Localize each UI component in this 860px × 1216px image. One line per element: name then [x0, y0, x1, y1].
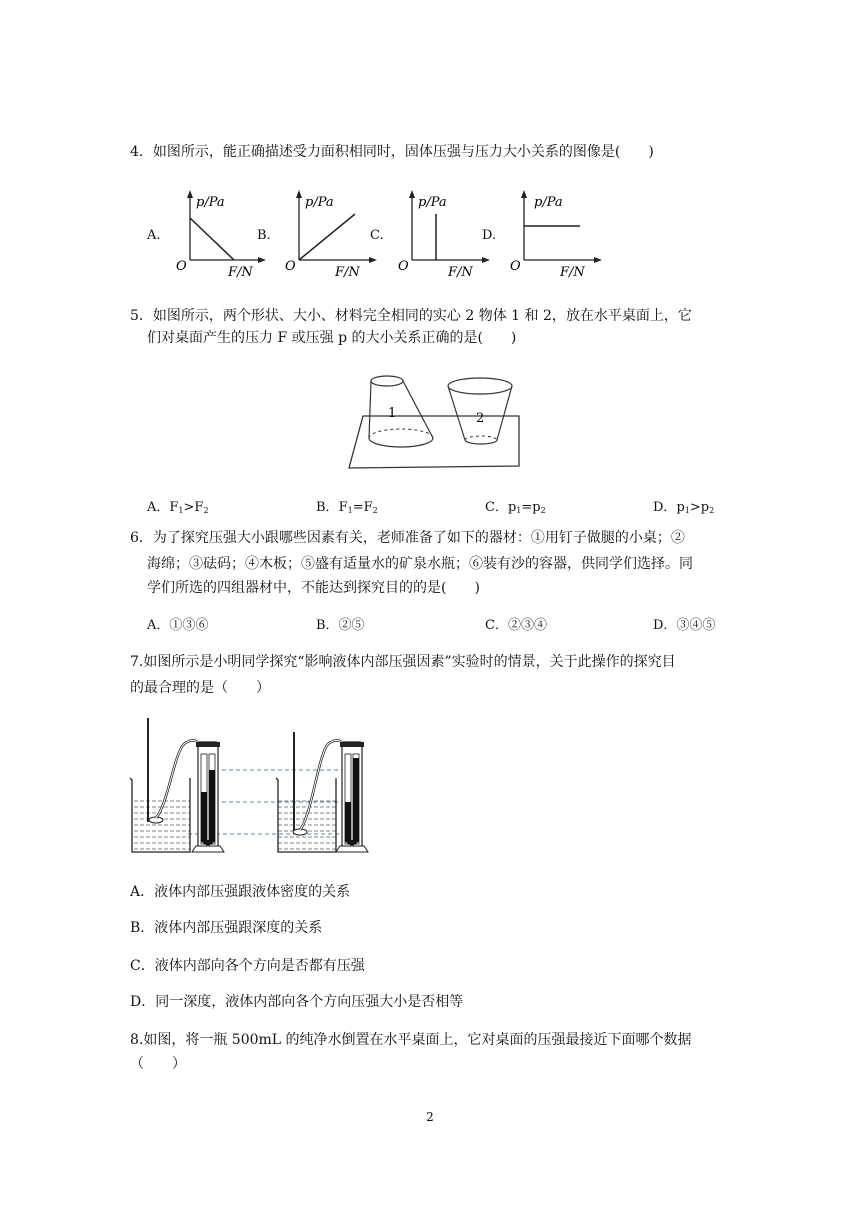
svg-text:p/Pa: p/Pa — [196, 195, 225, 210]
q7-stem-line2: 的最合理的是（ ） — [130, 680, 270, 696]
svg-text:O: O — [510, 259, 521, 274]
q7-stem-line1: 7.如图所示是小明同学探究“影响液体内部压强因素”实验时的情景，关于此操作的探究目 — [130, 654, 676, 670]
q6-option-d: D．③④⑤ — [653, 618, 716, 633]
q6-stem-line1: 6．为了探究压强大小跟哪些因素有关，老师准备了如下的器材：①用钉子做腿的小桌；② — [130, 530, 685, 546]
q5-option-d: D．$p_1>p_2$ — [653, 500, 715, 515]
svg-text:p/Pa: p/Pa — [305, 195, 334, 210]
svg-text:O: O — [398, 259, 409, 274]
q4-graph-b — [283, 188, 383, 278]
svg-text:O: O — [285, 259, 296, 274]
q5-option-a: A．$F_1>F_2$ — [147, 500, 209, 515]
svg-text:2: 2 — [476, 411, 485, 426]
q4-graph-d — [508, 188, 608, 278]
q8-stem-line1: 8.如图，将一瓶 500mL 的纯净水倒置在水平桌面上，它对桌面的压强最接近下面哪个数据 — [130, 1032, 692, 1048]
q7-option-b: B．液体内部压强跟深度的关系 — [130, 920, 323, 936]
q5-stem-line1: 5．如图所示，两个形状、大小、材料完全相同的实心 2 物体 1 和 2，放在水平桌面上，它 — [130, 308, 692, 324]
svg-text:1: 1 — [388, 406, 397, 421]
q5-option-b: B．$F_1=F_2$ — [316, 500, 378, 515]
q4-option-b-label: B. — [257, 228, 271, 243]
q7-option-d: D．同一深度，液体内部向各个方向压强大小是否相等 — [130, 994, 464, 1010]
q4-option-c-label: C. — [370, 228, 384, 243]
q6-option-c: C．②③④ — [485, 618, 547, 633]
q4-graph-a — [170, 188, 270, 278]
q4-stem: 4．如图所示，能正确描述受力面积相同时，固体压强与压力大小关系的图像是( ) — [130, 144, 654, 160]
q8-stem-line2: （ ） — [130, 1056, 186, 1072]
svg-text:F/N: F/N — [335, 265, 360, 278]
svg-text:F/N: F/N — [228, 265, 253, 278]
q4-option-a-label: A. — [147, 228, 161, 243]
q6-stem-line3: 学们所选的四组器材中，不能达到探究目的的是( ) — [147, 580, 480, 596]
q6-stem-line2: 海绵；③砝码；④木板；⑤盛有适量水的矿泉水瓶；⑥装有沙的容器，供同学们选择。同 — [147, 556, 693, 572]
q4-graph-c — [396, 188, 496, 278]
q6-option-b: B．②⑤ — [316, 618, 365, 633]
q7-figure — [128, 714, 378, 860]
q6-option-a: A．①③⑥ — [147, 618, 209, 633]
q5-stem-line2: 们对桌面产生的压力 F 或压强 p 的大小关系正确的是( ) — [147, 330, 517, 346]
q5-figure — [345, 372, 525, 472]
svg-text:p/Pa: p/Pa — [418, 195, 447, 210]
q7-option-a: A．液体内部压强跟液体密度的关系 — [130, 884, 351, 900]
svg-text:F/N: F/N — [448, 265, 473, 278]
q7-option-c: C．液体内部向各个方向是否都有压强 — [130, 958, 365, 974]
q4-option-d-label: D. — [482, 228, 497, 243]
page-number: 2 — [426, 1110, 434, 1124]
svg-text:p/Pa: p/Pa — [534, 195, 563, 210]
q5-option-c: C．$p_1=p_2$ — [485, 500, 546, 515]
svg-text:O: O — [176, 259, 187, 274]
svg-text:F/N: F/N — [560, 265, 585, 278]
